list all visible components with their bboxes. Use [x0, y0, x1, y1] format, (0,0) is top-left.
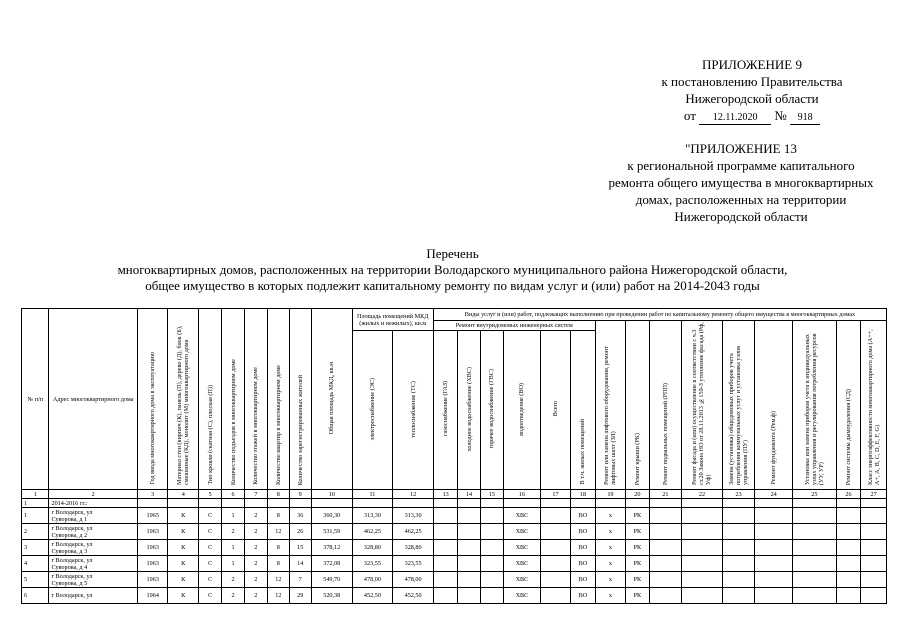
empty-cell	[836, 524, 860, 540]
table-row	[22, 572, 887, 588]
header-material: Материал стен (кирпич (К), панель (П), дерево (Д), блок (Б), смешанные (КД), монолит (М) многоквартирного дома	[176, 325, 191, 485]
table-row	[22, 524, 887, 540]
header-entrances: Количество подъездов в многоквартирном доме	[229, 358, 237, 485]
empty-cell	[755, 572, 793, 588]
from-label: от	[683, 108, 696, 123]
roof-repair-mark: РК	[626, 508, 649, 524]
roof-repair-mark: РК	[626, 524, 649, 540]
year-built: 1963	[137, 556, 168, 572]
section-row	[22, 499, 887, 508]
row-number: 2	[22, 524, 49, 540]
column-number: 7	[244, 490, 267, 499]
vo-mark: ВО	[571, 508, 595, 524]
floors: 2	[244, 524, 267, 540]
empty-cell	[722, 540, 755, 556]
empty-cell	[458, 572, 480, 588]
empty-cell	[433, 540, 457, 556]
address-line1: г Володарск, ул	[51, 572, 93, 580]
wall-material: К	[168, 556, 199, 572]
flats: 12	[268, 588, 289, 604]
empty-cell	[793, 508, 837, 524]
empty-cell	[861, 588, 887, 604]
header-smoke: Ремонт системы дымоудаления (СД)	[844, 388, 852, 485]
header-flats: Количество квартир в многоквартирном доме	[274, 365, 282, 485]
empty-cell	[480, 540, 503, 556]
empty-cell	[480, 508, 503, 524]
header-residential-area: В т.ч. жилых помещений	[579, 419, 587, 485]
header-residents: Количество зарегистрированных жителей	[296, 374, 304, 485]
appendix-13-line4: домах, расположенных на территории	[635, 192, 847, 207]
address	[49, 556, 138, 572]
empty-cell	[682, 524, 723, 540]
row-number: 4	[22, 556, 49, 572]
premises-area-all: 478,00	[352, 572, 393, 588]
empty-cell	[755, 508, 793, 524]
header-roof-repair: Ремонт крыши (РК)	[633, 432, 641, 485]
empty-cell	[836, 588, 860, 604]
lift-mark: х	[595, 540, 626, 556]
column-number: 15	[480, 490, 503, 499]
wall-material: К	[168, 508, 199, 524]
wall-material: К	[168, 540, 199, 556]
column-number: 18	[571, 490, 595, 499]
empty-cell	[793, 540, 837, 556]
empty-cell	[755, 556, 793, 572]
residents: 26	[289, 524, 311, 540]
empty-cell	[458, 540, 480, 556]
appendix-13-title: "ПРИЛОЖЕНИЕ 13	[685, 141, 797, 156]
column-number: 11	[352, 490, 393, 499]
empty-cell	[540, 588, 571, 604]
roof-repair-mark: РК	[626, 572, 649, 588]
empty-cell	[793, 572, 837, 588]
premises-area-residential: 328,80	[393, 540, 434, 556]
header-basement: Ремонт подвальных помещений (РПП)	[661, 382, 669, 485]
address	[49, 508, 138, 524]
empty-cell	[682, 540, 723, 556]
hvs-mark: ХВС	[504, 572, 541, 588]
empty-cell	[682, 508, 723, 524]
appendix-13-header	[601, 140, 881, 225]
address-line2: Суворова, д 4	[51, 563, 88, 571]
decree-number: 918	[790, 112, 820, 125]
header-gvs: горячее водоснабжение (ГВС)	[488, 369, 496, 449]
flats: 12	[268, 524, 289, 540]
header-es: электроснабжение (ЭС)	[368, 377, 376, 441]
premises-area-all: 328,80	[352, 540, 393, 556]
premises-area-residential: 452,50	[393, 588, 434, 604]
roof-type: С	[199, 556, 222, 572]
column-number: 21	[649, 490, 682, 499]
address-line2: Суворова, д 2	[51, 531, 88, 539]
column-number: 27	[861, 490, 887, 499]
column-number: 2	[49, 490, 138, 499]
empty-cell	[480, 588, 503, 604]
entrances: 2	[222, 572, 244, 588]
floors: 2	[244, 572, 267, 588]
wall-material: К	[168, 572, 199, 588]
column-number: 1	[22, 490, 49, 499]
header-facade: Ремонт фасада и (или) осуществление в соответствии с ч.3 ст.20 Закона НО от 28.11.2013 №159-З утепление фасада (Рф, Уф)	[691, 322, 713, 485]
section-number: 1	[22, 499, 49, 508]
column-number: 17	[540, 490, 571, 499]
roof-type: С	[199, 572, 222, 588]
roof-repair-mark: РК	[626, 540, 649, 556]
entrances: 2	[222, 588, 244, 604]
section-label: 2014-2016 гг.:	[49, 499, 138, 508]
column-number: 5	[199, 490, 222, 499]
premises-area-residential: 323,55	[393, 556, 434, 572]
address-line1: г Володарск, ул	[51, 592, 93, 599]
header-total-area: Общая площадь МКД, кв.м	[328, 361, 336, 435]
floors: 2	[244, 508, 267, 524]
document-title	[0, 246, 905, 294]
column-number: 12	[393, 490, 434, 499]
empty-cell	[458, 556, 480, 572]
empty-cell	[480, 556, 503, 572]
flats: 8	[268, 556, 289, 572]
address-line2: Суворова, д 5	[51, 579, 88, 587]
empty-cell	[861, 524, 887, 540]
premises-area-residential: 313,30	[393, 508, 434, 524]
hvs-mark: ХВС	[504, 556, 541, 572]
empty-cell	[433, 556, 457, 572]
empty-cell	[540, 556, 571, 572]
empty-cell	[433, 572, 457, 588]
column-number: 4	[168, 490, 199, 499]
empty-cell	[793, 524, 837, 540]
hvs-mark: ХВС	[504, 540, 541, 556]
header-hvs: холодное водоснабжение (ХВС)	[465, 366, 473, 452]
hvs-mark: ХВС	[504, 508, 541, 524]
column-number: 14	[458, 490, 480, 499]
address-line2: Суворова, д 1	[51, 515, 88, 523]
column-number: 16	[504, 490, 541, 499]
header-meters: Замена (установка) общедомовых приборов учета потребления коммунальных услуг и установка узлов управления (ПУ)	[728, 345, 750, 485]
title-line3: общее имущество в которых подлежит капитальному ремонту по видам услуг и (или) работ на 2014-2043 годы	[145, 278, 760, 293]
address-line1: г Володарск, ул	[51, 556, 93, 564]
address	[49, 572, 138, 588]
empty-cell	[540, 572, 571, 588]
appendix-9-date-line	[652, 107, 852, 125]
total-area: 360,30	[311, 508, 352, 524]
header-roof-type: Тип кровли (скатная (С), плоская (П))	[206, 385, 214, 485]
header-premises-area: Площадь помещений МКД (жилых и нежилых), кв.м	[352, 309, 433, 331]
address	[49, 524, 138, 540]
vo-mark: ВО	[571, 572, 595, 588]
empty-cell	[682, 572, 723, 588]
hvs-mark: ХВС	[504, 524, 541, 540]
residents: 36	[289, 508, 311, 524]
premises-area-all: 313,30	[352, 508, 393, 524]
empty-cell	[722, 588, 755, 604]
empty-cell	[861, 556, 887, 572]
header-address: Адрес многоквартирного дома	[49, 309, 138, 490]
year-built: 1964	[137, 588, 168, 604]
column-number: 6	[222, 490, 244, 499]
address-line2: Суворова, д 3	[51, 547, 88, 555]
address	[49, 588, 138, 604]
header-internal-systems: Ремонт внутридомовых инженерных систем	[433, 321, 595, 331]
empty-cell	[540, 540, 571, 556]
empty-cell	[836, 556, 860, 572]
column-number: 26	[836, 490, 860, 499]
address-line1: г Володарск, ул	[51, 540, 93, 548]
year-built: 1963	[137, 572, 168, 588]
flats: 8	[268, 540, 289, 556]
empty-cell	[480, 524, 503, 540]
roof-type: С	[199, 588, 222, 604]
empty-cell	[649, 540, 682, 556]
entrances: 2	[222, 524, 244, 540]
entrances: 1	[222, 540, 244, 556]
header-num: № п/п	[22, 309, 49, 490]
header-gas: газоснабжение (ГАЗ)	[442, 381, 450, 437]
empty-cell	[480, 572, 503, 588]
appendix-9-title: ПРИЛОЖЕНИЕ 9	[702, 57, 802, 72]
empty-cell	[649, 572, 682, 588]
header-year: Год ввода многоквартирного дома в эксплуатацию	[149, 352, 157, 485]
row-number: 5	[22, 572, 49, 588]
empty-cell	[722, 556, 755, 572]
column-number: 8	[268, 490, 289, 499]
roof-repair-mark: РК	[626, 556, 649, 572]
flats: 12	[268, 572, 289, 588]
address	[49, 540, 138, 556]
empty-cell	[433, 588, 457, 604]
premises-area-all: 462,25	[352, 524, 393, 540]
premises-area-all: 323,55	[352, 556, 393, 572]
roof-type: С	[199, 524, 222, 540]
appendix-13-line5: Нижегородской области	[674, 209, 808, 224]
title-line1: Перечень	[426, 246, 479, 261]
lift-mark: х	[595, 524, 626, 540]
header-services: Виды услуг и (или) работ, подлежащих выполнению при проведении работ по капитальному ремонту общего имущества в многоквартирных домах	[433, 309, 886, 321]
title-line2: многоквартирных домов, расположенных на территории Володарского муниципального района Нижегородской области,	[117, 262, 788, 277]
column-number: 13	[433, 490, 457, 499]
lift-mark: х	[595, 508, 626, 524]
empty-cell	[755, 540, 793, 556]
empty-cell	[836, 572, 860, 588]
empty-cell	[540, 508, 571, 524]
empty-cell	[722, 508, 755, 524]
roof-type: С	[199, 508, 222, 524]
appendix-9-header	[652, 56, 852, 125]
roof-repair-mark: РК	[626, 588, 649, 604]
empty-cell	[836, 540, 860, 556]
entrances: 1	[222, 556, 244, 572]
premises-area-residential: 462,25	[393, 524, 434, 540]
empty-cell	[433, 508, 457, 524]
total-area: 549,70	[311, 572, 352, 588]
column-number: 3	[137, 490, 168, 499]
floors: 2	[244, 540, 267, 556]
empty-cell	[722, 572, 755, 588]
lift-mark: х	[595, 556, 626, 572]
empty-cell	[836, 508, 860, 524]
vo-mark: ВО	[571, 524, 595, 540]
table-row	[22, 540, 887, 556]
hvs-mark: ХВС	[504, 588, 541, 604]
table-row	[22, 556, 887, 572]
empty-cell	[682, 588, 723, 604]
wall-material: К	[168, 588, 199, 604]
flats: 8	[268, 508, 289, 524]
year-built: 1963	[137, 540, 168, 556]
residents: 7	[289, 572, 311, 588]
row-number: 1	[22, 508, 49, 524]
empty-cell	[649, 588, 682, 604]
total-area: 372,08	[311, 556, 352, 572]
row-number: 6	[22, 588, 49, 604]
table-row	[22, 508, 887, 524]
total-area: 520,38	[311, 588, 352, 604]
empty-cell	[649, 556, 682, 572]
empty-cell	[755, 524, 793, 540]
floors: 2	[244, 588, 267, 604]
column-number: 9	[289, 490, 311, 499]
residents: 15	[289, 540, 311, 556]
total-area: 378,12	[311, 540, 352, 556]
wall-material: К	[168, 524, 199, 540]
total-area: 531,59	[311, 524, 352, 540]
vo-mark: ВО	[571, 556, 595, 572]
houses-table	[21, 308, 887, 604]
empty-cell	[458, 524, 480, 540]
empty-cell	[649, 524, 682, 540]
column-numbers-row	[22, 490, 887, 499]
address-line1: г Володарск, ул	[51, 508, 93, 516]
row-number: 3	[22, 540, 49, 556]
year-built: 1963	[137, 524, 168, 540]
residents: 14	[289, 556, 311, 572]
address-line1: г Володарск, ул	[51, 524, 93, 532]
roof-type: С	[199, 540, 222, 556]
appendix-13-line3: ремонта общего имущества в многоквартирных	[608, 175, 874, 190]
column-number: 24	[755, 490, 793, 499]
column-number: 22	[682, 490, 723, 499]
header-energy-class: Класс энергоэффективности многоквартирного дома (А++, А+, А, B, C, D, E, F, G)	[866, 329, 881, 485]
header-lift: Ремонт или замена лифтового оборудования, ремонт лифтовых шахт (ЗЛ)	[603, 346, 618, 485]
decree-date: 12.11.2020	[699, 112, 771, 125]
empty-cell	[793, 588, 837, 604]
header-nodes: Установка или замена приборов учета в индивидуальных узлах управления и регулирования потребления ресурсов (УУ, УР)	[803, 333, 825, 485]
column-number: 25	[793, 490, 837, 499]
empty-cell	[861, 572, 887, 588]
residents: 29	[289, 588, 311, 604]
premises-area-all: 452,50	[352, 588, 393, 604]
number-label: №	[774, 108, 787, 123]
lift-mark: х	[595, 588, 626, 604]
year-built: 1965	[137, 508, 168, 524]
empty-cell	[433, 524, 457, 540]
empty-cell	[861, 508, 887, 524]
empty-cell	[540, 524, 571, 540]
empty-cell	[458, 508, 480, 524]
empty-cell	[649, 508, 682, 524]
entrances: 1	[222, 508, 244, 524]
column-number: 20	[626, 490, 649, 499]
header-floors: Количество этажей в многоквартирном доме	[252, 367, 260, 485]
appendix-9-line3: Нижегородской области	[685, 91, 819, 106]
header-ts: теплоснабжение (ТС)	[409, 380, 417, 438]
empty-cell	[793, 556, 837, 572]
header-vo: водоотведение (ВО)	[518, 382, 526, 436]
floors: 2	[244, 556, 267, 572]
column-number: 19	[595, 490, 626, 499]
empty-cell	[861, 540, 887, 556]
table-row	[22, 588, 887, 604]
empty-cell	[682, 556, 723, 572]
empty-cell	[722, 524, 755, 540]
lift-mark: х	[595, 572, 626, 588]
column-number: 10	[311, 490, 352, 499]
empty-cell	[755, 588, 793, 604]
column-number: 23	[722, 490, 755, 499]
empty-cell	[458, 588, 480, 604]
appendix-13-line2: к региональной программе капитального	[627, 158, 855, 173]
header-foundation: Ремонт фундамента (Рем.ф)	[770, 411, 778, 485]
appendix-9-line2: к постановлению Правительства	[661, 74, 843, 89]
vo-mark: ВО	[571, 588, 595, 604]
vo-mark: ВО	[571, 540, 595, 556]
premises-area-residential: 478,00	[393, 572, 434, 588]
header-all-area: Всего	[552, 401, 559, 417]
